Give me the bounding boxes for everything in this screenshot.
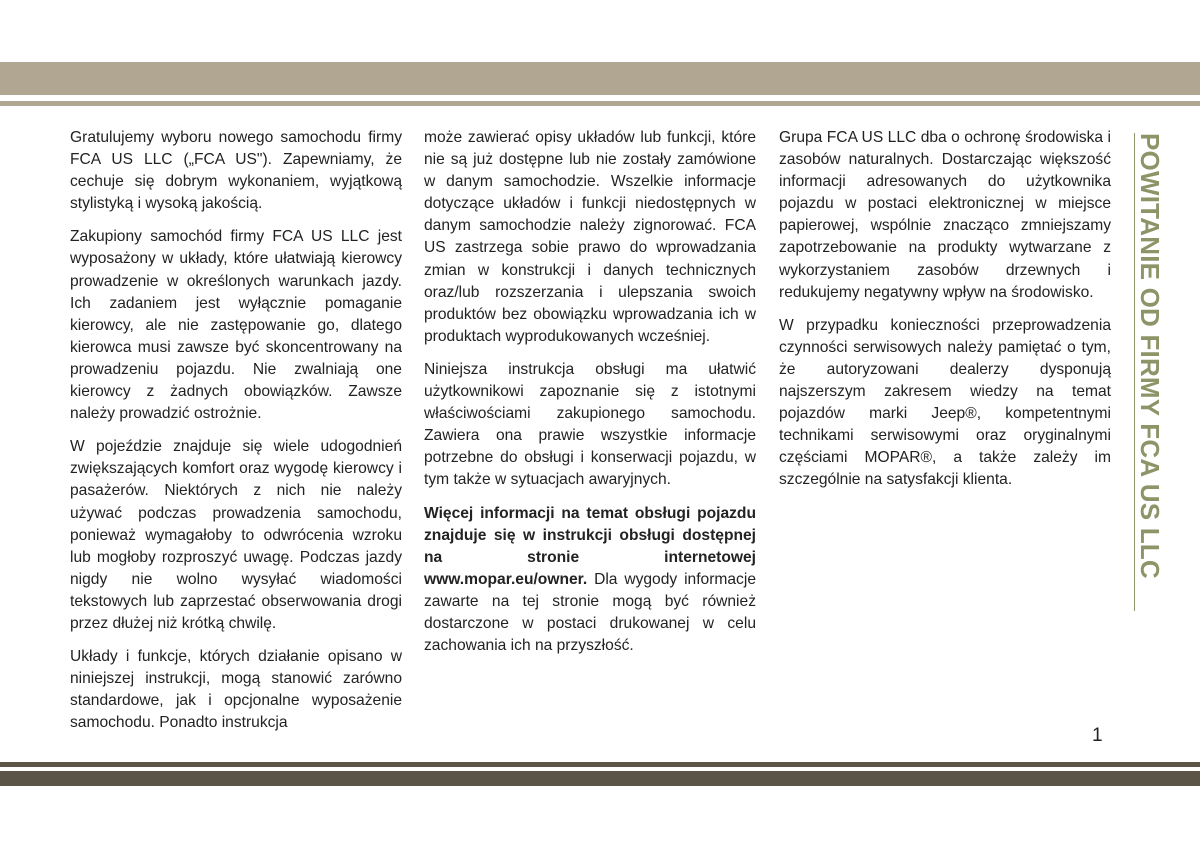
paragraph: Grupa FCA US LLC dba o ochronę środowiska i zasobów naturalnych. Dostarczając większość informacji adresowanych do użytkownika pojazdu w postaci elektronicznej w miejsce papierowej, wspólnie znacząco zmniejszamy zapotrzebowanie na produkty wytwarzane z wykorzystaniem zasobów drzewnych i redukujemy negatywny wpływ na środowisko. [779,129,1111,301]
footer-band [0,771,1200,786]
text-column-2 [424,127,756,668]
paragraph: Zakupiony samochód firmy FCA US LLC jest wyposażony w układy, które ułatwiają kierowcy prowadzenie w określonych warunkach jazdy. Ich zadaniem jest wyłącznie pomaganie kierowcy, ale nie zastępowanie go, dlatego kierowca musi zawsze być skoncentrowany na prowadzeniu pojazdu. Nie zwalniają one kierowcy z żadnych obowiązków. Zawsze należy prowadzić ostrożnie. [70,228,402,423]
section-title-vertical: POWITANIE OD FIRMY FCA US LLC [1135,133,1165,579]
footer-rule [0,762,1200,767]
header-band [0,62,1200,95]
header-rule [0,101,1200,106]
paragraph: Niniejsza instrukcja obsługi ma ułatwić użytkownikowi zapoznanie się z istotnymi właściwościami zakupionego samochodu. Zawiera ona prawie wszystkie informacje potrzebne do obsługi i konserwacji pojazdu, w tym także w sytuacjach awaryjnych. [424,360,756,489]
online-manual-bold-text: Więcej informacji na temat obsługi pojazdu znajduje się w instrukcji obsługi dostępnej na stronie internetowej www.mopar.eu/owner. [424,504,756,588]
paragraph: Gratulujemy wyboru nowego samochodu firmy FCA US LLC („FCA US"). Zapewniamy, że cechuje się dobrym wykonaniem, wyjątkową stylistyką i wysoką jakością. [70,129,402,213]
text-column-1 [70,127,402,745]
online-manual-text: Dla wygody informacje zawarte na tej stronie mogą być również dostarczone w postaci drukowanej w celu zachowania ich na przyszłość. [424,570,756,655]
page-number: 1 [1092,725,1103,746]
paragraph: może zawierać opisy układów lub funkcji, które nie są już dostępne lub nie zostały zamówione w danym samochodzie. Wszelkie informacje dotyczące układów i funkcji niedostępnych w danym samochodzie należy zignorować. FCA US zastrzega sobie prawo do wprowadzania zmian w konstrukcji i danych technicznych oraz/lub rozszerzania i ulepszania swoich produktów bez obowiązku wprowadzania ich w produktach wyprodukowanych wcześniej. [424,129,756,345]
paragraph: Układy i funkcje, których działanie opisano w niniejszej instrukcji, mogą stanowić zarówno standardowe, jak i opcjonalne wyposażenie samochodu. Ponadto instrukcja [70,648,402,732]
paragraph-online-manual [424,503,756,658]
section-title-rule [1134,133,1135,611]
paragraph: W przypadku konieczności przeprowadzenia czynności serwisowych należy pamiętać o tym, że autoryzowani dealerzy dysponują najszerszym zakresem wiedzy na temat pojazdów marki Jeep®, kompetentnymi technikami serwisowymi oraz oryginalnymi częściami MOPAR®, a także zależy im szczególnie na satysfakcji klienta. [779,316,1111,489]
paragraph: W pojeździe znajduje się wiele udogodnień zwiększających komfort oraz wygodę kierowcy i pasażerów. Niektórych z nich nie należy używać podczas prowadzenia samochodu, ponieważ wymagałoby to odwrócenia wzroku lub mogłoby rozproszyć uwagę. Podczas jazdy nigdy nie wolno wysyłać wiadomości tekstowych lub zaprzestać obserwowania drogi przez dłużej niż krótką chwilę. [70,438,402,632]
text-column-3 [779,127,1111,503]
